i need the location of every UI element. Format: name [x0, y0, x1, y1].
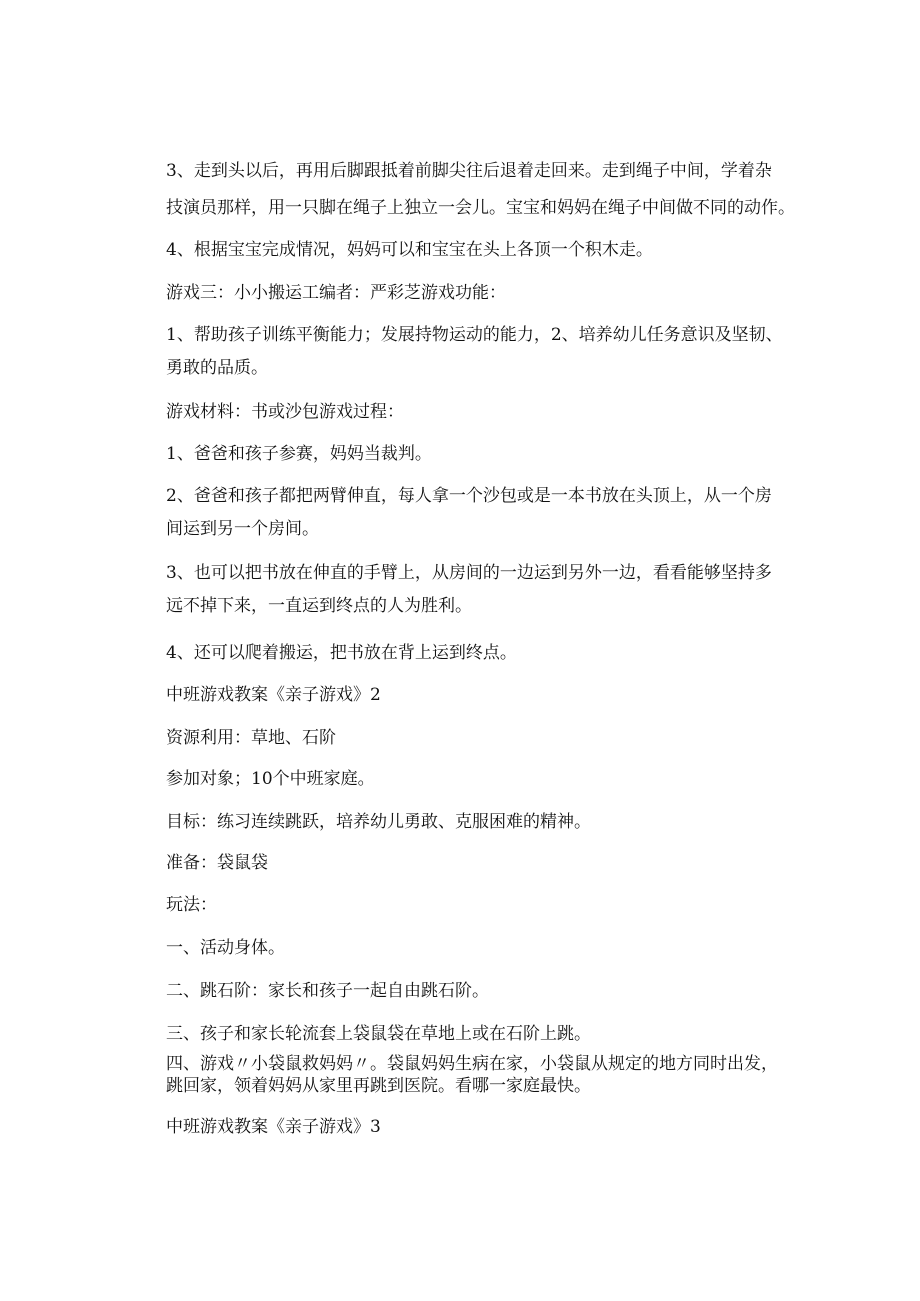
- text-line: 目标：练习连续跳跃，培养幼儿勇敢、克服困难的精神。: [166, 812, 591, 832]
- text-line: 准备：袋鼠袋: [166, 853, 268, 873]
- text-line: 勇敢的品质。: [166, 358, 268, 378]
- text-line: 参加对象；10个中班家庭。: [166, 769, 375, 789]
- text-line: 一、活动身体。: [166, 938, 285, 958]
- text-line: 3、也可以把书放在伸直的手臂上，从房间的一边运到另外一边，看看能够坚持多: [166, 563, 772, 583]
- text-line: 1、帮助孩子训练平衡能力；发展持物运动的能力，2、培养幼儿任务意识及坚韧、: [166, 325, 783, 345]
- section-heading: 中班游戏教案《亲子游戏》2: [166, 685, 381, 705]
- text-line: 二、跳石阶：家长和孩子一起自由跳石阶。: [166, 981, 489, 1001]
- text-line: 4、还可以爬着搬运，把书放在背上运到终点。: [166, 643, 517, 663]
- text-line: 3、走到头以后，再用后脚跟抵着前脚尖往后退着走回来。走到绳子中间，学着杂: [166, 161, 772, 181]
- text-line: 远不掉下来，一直运到终点的人为胜利。: [166, 596, 472, 616]
- section-heading: 中班游戏教案《亲子游戏》3: [166, 1117, 381, 1137]
- text-line: 4、根据宝宝完成情况，妈妈可以和宝宝在头上各顶一个积木走。: [166, 240, 653, 260]
- text-line: 资源利用：草地、石阶: [166, 728, 336, 748]
- text-line: 2、爸爸和孩子都把两臂伸直，每人拿一个沙包或是一本书放在头顶上，从一个房: [166, 486, 772, 506]
- text-line: 1、爸爸和孩子参赛，妈妈当裁判。: [166, 444, 432, 464]
- section-heading: 游戏三：小小搬运工编者：严彩芝游戏功能：: [166, 283, 506, 303]
- text-line: 玩法：: [166, 895, 217, 915]
- text-line: 间运到另一个房间。: [166, 519, 319, 539]
- text-line: 技演员那样，用一只脚在绳子上独立一会儿。宝宝和妈妈在绳子中间做不同的动作。: [166, 198, 795, 218]
- text-line: 跳回家，领着妈妈从家里再跳到医院。看哪一家庭最快。: [166, 1076, 591, 1096]
- text-line: 游戏材料：书或沙包游戏过程：: [166, 402, 404, 422]
- text-line: 四、游戏〃小袋鼠救妈妈〃。袋鼠妈妈生病在家，小袋鼠从规定的地方同时出发，: [166, 1054, 778, 1074]
- text-line: 三、孩子和家长轮流套上袋鼠袋在草地上或在石阶上跳。: [166, 1024, 591, 1044]
